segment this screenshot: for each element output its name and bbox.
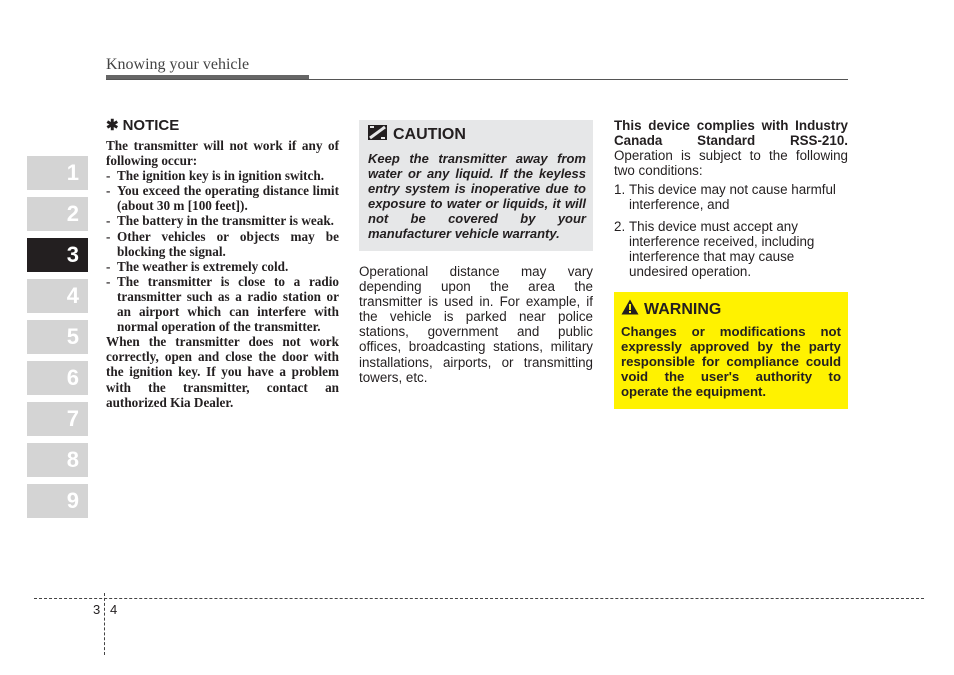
chapter-tab-2[interactable]: 2: [27, 197, 88, 231]
compliance-conditions-intro: Operation is subject to the following two conditions:: [614, 148, 848, 179]
notice-intro: The transmitter will not work if any of following occur:: [106, 138, 339, 169]
chapter-tab-9[interactable]: 9: [27, 484, 88, 518]
chapter-tab-3[interactable]: 3: [27, 238, 88, 272]
compliance-intro: [614, 118, 848, 178]
chapter-tab-1[interactable]: 1: [27, 156, 88, 190]
warning-heading-label: WARNING: [644, 300, 722, 318]
caution-heading: [368, 125, 586, 145]
operational-distance-text: Operational distance may vary depending upon the area the transmitter is used in. For example, if the vehicle is parked near police stations, government and public offices, broadcasting stations, military installations, airports, or transmitting towers, etc.: [359, 264, 593, 385]
compliance-statement: This device complies with Industry Canada Standard RSS-210.: [614, 118, 848, 149]
caution-column: [359, 120, 593, 385]
notice-star-icon: ✱: [106, 117, 119, 134]
warning-body: Changes or modifications not expressly approved by the party responsible for compliance could void the user's authority to operate the equipment.: [621, 324, 841, 400]
page-number-divider: [104, 593, 105, 655]
warning-box: [614, 292, 848, 409]
notice-heading: [106, 116, 339, 134]
warning-heading: [621, 299, 841, 320]
notice-bullet: - You exceed the operating distance limit (about 30 m [100 feet]).: [106, 183, 339, 214]
header-rule: [106, 79, 848, 80]
chapter-tab-4[interactable]: 4: [27, 279, 88, 313]
caution-body: Keep the transmitter away from water or any liquid. If the keyless entry system is inoperative due to exposure to water or liquids, it will not be covered by your manufacturer vehicle warranty.: [368, 151, 586, 241]
notice-bullet: - The weather is extremely cold.: [106, 258, 289, 274]
page-chapter-number: 3: [93, 602, 101, 617]
footer-rule: [34, 598, 924, 599]
warning-triangle-icon: [621, 299, 639, 320]
notice-section: [106, 116, 339, 410]
chapter-tab-5[interactable]: 5: [27, 320, 88, 354]
notice-heading-label: NOTICE: [122, 116, 180, 134]
compliance-item: 2. This device must accept any interference received, including interference that may cause undesired operation.: [614, 218, 815, 279]
caution-heading-label: CAUTION: [393, 126, 466, 143]
caution-icon: [368, 125, 387, 145]
notice-bullet: - The ignition key is in ignition switch.: [106, 168, 325, 184]
compliance-section: [614, 118, 848, 279]
chapter-tab-6[interactable]: 6: [27, 361, 88, 395]
page-number: 4: [110, 602, 118, 617]
caution-box: [359, 120, 593, 251]
header-title: Knowing your vehicle: [106, 56, 250, 73]
chapter-tab-7[interactable]: 7: [27, 402, 88, 436]
notice-bullet: - The battery in the transmitter is weak.: [106, 213, 334, 229]
notice-bullet: - Other vehicles or objects may be blocking the signal.: [106, 228, 339, 259]
notice-closing: When the transmitter does not work correctly, open and close the door with the ignition key. If you have a problem with the transmitter, contact an authorized Kia Dealer.: [106, 334, 339, 410]
compliance-item: 1. This device may not cause harmful interference, and: [614, 182, 836, 213]
chapter-tab-8[interactable]: 8: [27, 443, 88, 477]
notice-bullet: - The transmitter is close to a radio transmitter such as a radio station or an airport which can interfere with normal operation of the transmitter.: [106, 273, 339, 335]
